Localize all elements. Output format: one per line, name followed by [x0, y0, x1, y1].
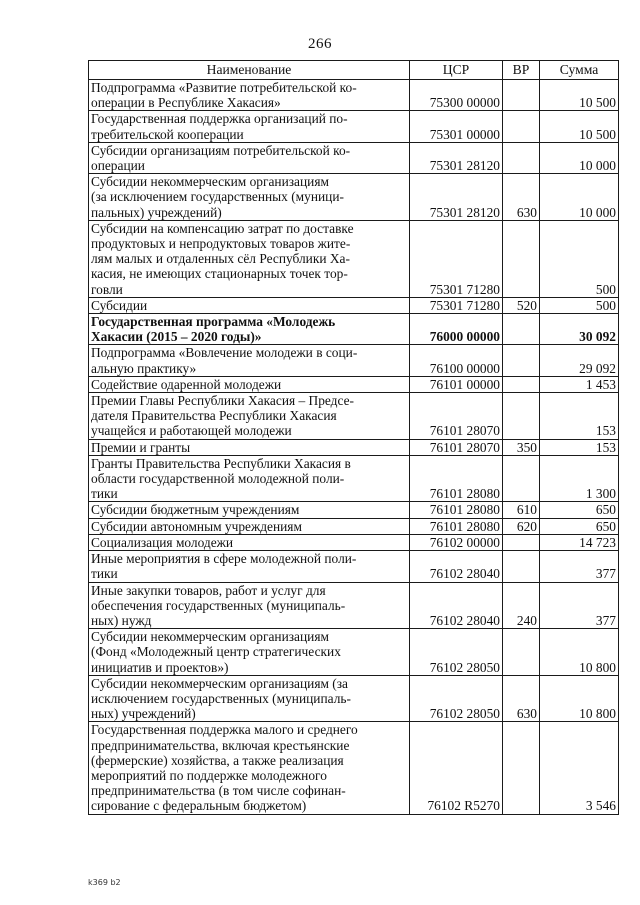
- table-row: [89, 551, 619, 582]
- cell-name: Гранты Правительства Республики Хакасия в области государственной молодежной поли- тики: [89, 455, 410, 502]
- document-code: k369 b2: [88, 878, 121, 887]
- table-header: [89, 61, 619, 80]
- cell-name: Субсидии: [89, 297, 410, 313]
- cell-sum: 1 300: [540, 455, 619, 502]
- cell-csr: 75300 00000: [410, 80, 503, 111]
- cell-sum: 30 092: [540, 314, 619, 345]
- budget-table: [88, 60, 619, 815]
- cell-name: Субсидии бюджетным учреждениям: [89, 502, 410, 518]
- cell-vr: [503, 345, 540, 376]
- cell-vr: [503, 111, 540, 142]
- cell-csr: 76101 28080: [410, 455, 503, 502]
- cell-csr: 76100 00000: [410, 345, 503, 376]
- table-row: [89, 722, 619, 814]
- table-row: [89, 174, 619, 221]
- column-header-name: Наименование: [89, 61, 410, 80]
- table-row: [89, 534, 619, 550]
- table-row: [89, 582, 619, 629]
- table-row: [89, 629, 619, 676]
- table-row: [89, 502, 619, 518]
- cell-csr: 76000 00000: [410, 314, 503, 345]
- cell-name: Социализация молодежи: [89, 534, 410, 550]
- page-number: 266: [308, 36, 332, 52]
- column-header-csr: ЦСР: [410, 61, 503, 80]
- cell-sum: 14 723: [540, 534, 619, 550]
- cell-sum: 10 500: [540, 111, 619, 142]
- cell-vr: 240: [503, 582, 540, 629]
- cell-name: Субсидии автономным учреждениям: [89, 518, 410, 534]
- cell-csr: 75301 71280: [410, 297, 503, 313]
- cell-sum: 153: [540, 393, 619, 440]
- cell-vr: [503, 722, 540, 814]
- cell-vr: [503, 314, 540, 345]
- cell-vr: 630: [503, 174, 540, 221]
- cell-vr: [503, 220, 540, 297]
- table-row: [89, 80, 619, 111]
- cell-csr: 76101 00000: [410, 376, 503, 392]
- cell-csr: 76102 28040: [410, 551, 503, 582]
- cell-name: Субсидии некоммерческим организациям (за исключением государственных (муници- пальных) учреждений): [89, 174, 410, 221]
- cell-name: Подпрограмма «Развитие потребительской ко- операции в Республике Хакасия»: [89, 80, 410, 111]
- cell-csr: 75301 71280: [410, 220, 503, 297]
- column-header-sum: Сумма: [540, 61, 619, 80]
- cell-sum: 10 000: [540, 142, 619, 173]
- cell-sum: 29 092: [540, 345, 619, 376]
- cell-csr: 76101 28070: [410, 439, 503, 455]
- cell-sum: 10 500: [540, 80, 619, 111]
- cell-vr: 620: [503, 518, 540, 534]
- cell-sum: 377: [540, 551, 619, 582]
- cell-name: Иные закупки товаров, работ и услуг для обеспечения государственных (муниципаль- ных) нужд: [89, 582, 410, 629]
- table-row: [89, 439, 619, 455]
- cell-csr: 75301 28120: [410, 174, 503, 221]
- cell-vr: [503, 629, 540, 676]
- cell-vr: [503, 393, 540, 440]
- cell-vr: [503, 551, 540, 582]
- table-row: [89, 142, 619, 173]
- cell-csr: 76102 00000: [410, 534, 503, 550]
- cell-name: Субсидии некоммерческим организациям (Фонд «Молодежный центр стратегических инициатив и проектов»): [89, 629, 410, 676]
- cell-csr: 76102 R5270: [410, 722, 503, 814]
- cell-vr: [503, 142, 540, 173]
- cell-sum: 650: [540, 518, 619, 534]
- cell-name: Премии Главы Республики Хакасия – Предсе- дателя Правительства Республики Хакасия учащейся и работающей молодежи: [89, 393, 410, 440]
- table-row: [89, 675, 619, 722]
- cell-vr: 610: [503, 502, 540, 518]
- cell-sum: 153: [540, 439, 619, 455]
- cell-name: Государственная программа «Молодежь Хакасии (2015 – 2020 годы)»: [89, 314, 410, 345]
- cell-csr: 76102 28050: [410, 629, 503, 676]
- table-row: [89, 376, 619, 392]
- header-row: [89, 61, 619, 80]
- table-row: [89, 314, 619, 345]
- cell-csr: 76101 28080: [410, 502, 503, 518]
- cell-name: Премии и гранты: [89, 439, 410, 455]
- cell-csr: 76102 28050: [410, 675, 503, 722]
- cell-sum: 650: [540, 502, 619, 518]
- cell-sum: 500: [540, 220, 619, 297]
- cell-csr: 76101 28080: [410, 518, 503, 534]
- cell-vr: 630: [503, 675, 540, 722]
- cell-name: Иные мероприятия в сфере молодежной поли- тики: [89, 551, 410, 582]
- cell-vr: 520: [503, 297, 540, 313]
- cell-name: Подпрограмма «Вовлечение молодежи в соци- альную практику»: [89, 345, 410, 376]
- table-row: [89, 455, 619, 502]
- cell-sum: 1 453: [540, 376, 619, 392]
- table-row: [89, 393, 619, 440]
- column-header-vr: ВР: [503, 61, 540, 80]
- cell-sum: 500: [540, 297, 619, 313]
- cell-name: Государственная поддержка организаций по- требительской кооперации: [89, 111, 410, 142]
- cell-sum: 377: [540, 582, 619, 629]
- table-row: [89, 297, 619, 313]
- cell-csr: 76101 28070: [410, 393, 503, 440]
- cell-csr: 75301 28120: [410, 142, 503, 173]
- cell-vr: [503, 534, 540, 550]
- cell-sum: 10 800: [540, 675, 619, 722]
- table-row: [89, 111, 619, 142]
- cell-name: Субсидии некоммерческим организациям (за исключением государственных (муниципаль- ных) учреждений): [89, 675, 410, 722]
- cell-sum: 10 800: [540, 629, 619, 676]
- cell-csr: 75301 00000: [410, 111, 503, 142]
- table-row: [89, 518, 619, 534]
- cell-vr: 350: [503, 439, 540, 455]
- cell-name: Государственная поддержка малого и среднего предпринимательства, включая крестьянские (фермерские) хозяйства, а также реализация мероприятий по поддержке молодежного предпринимательства (в том числе софинан- сирование с федеральным бюджетом): [89, 722, 410, 814]
- cell-vr: [503, 376, 540, 392]
- table-body: [89, 80, 619, 815]
- table-row: [89, 345, 619, 376]
- cell-sum: 3 546: [540, 722, 619, 814]
- cell-sum: 10 000: [540, 174, 619, 221]
- cell-csr: 76102 28040: [410, 582, 503, 629]
- cell-name: Содействие одаренной молодежи: [89, 376, 410, 392]
- table-row: [89, 220, 619, 297]
- cell-name: Субсидии на компенсацию затрат по доставке продуктовых и непродуктовых товаров жите- лям малых и отдаленных сёл Республики Ха- касия, не имеющих стационарных точек тор- говли: [89, 220, 410, 297]
- cell-vr: [503, 455, 540, 502]
- cell-name: Субсидии организациям потребительской ко- операции: [89, 142, 410, 173]
- cell-vr: [503, 80, 540, 111]
